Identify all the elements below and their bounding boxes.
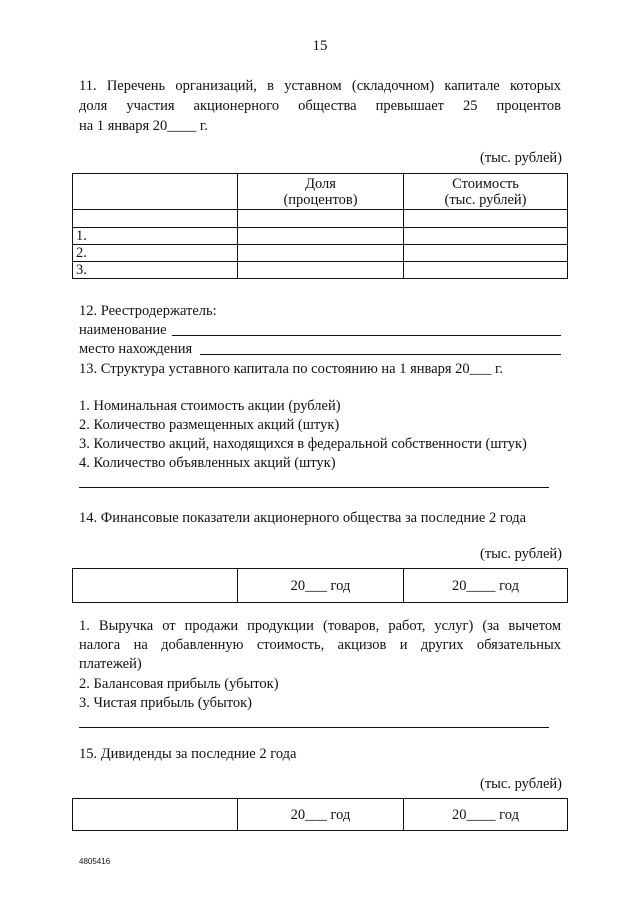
- section-11-unit: (тыс. рублей): [480, 150, 562, 166]
- table-cell: [238, 210, 404, 228]
- dividends-table: [72, 798, 568, 831]
- section-13-item-2: 2. Количество размещенных акций (штук): [79, 417, 340, 433]
- section-15-unit: (тыс. рублей): [480, 776, 562, 792]
- table-row: [73, 210, 568, 228]
- financial-year-2: 20____ год: [404, 569, 568, 603]
- page-number: 15: [312, 38, 328, 54]
- section-14-item-3: 3. Чистая прибыль (убыток): [79, 695, 253, 711]
- header-share-line-2: (процентов): [283, 191, 358, 208]
- section-14-unit: (тыс. рублей): [480, 546, 562, 562]
- dividends-year-1: 20___ год: [238, 799, 404, 831]
- section-13-title: 13. Структура уставного капитала по состоянию на 1 января 20___ г.: [79, 361, 503, 377]
- row-label: 3.: [73, 262, 238, 279]
- row-label: 2.: [73, 245, 238, 262]
- table-header-share: [238, 174, 404, 210]
- section-13-item-3: 3. Количество акций, находящихся в федеральной собственности (штук): [79, 436, 527, 452]
- financial-year-1: 20___ год: [238, 569, 404, 603]
- section-14-title: 14. Финансовые показатели акционерного общества за последние 2 года: [79, 510, 527, 526]
- table-header-row: [73, 174, 568, 210]
- registrar-name-label: наименование: [79, 322, 167, 338]
- registrar-location-line: [200, 354, 561, 355]
- section-14-item-2: 2. Балансовая прибыль (убыток): [79, 676, 279, 692]
- table-cell: [238, 262, 404, 279]
- section-11-line-1: 11. Перечень организаций, в уставном (складочном) капитале которых: [79, 78, 561, 94]
- section-12-title: 12. Реестродержатель:: [79, 303, 217, 319]
- registrar-location-label: место нахождения: [79, 341, 193, 357]
- table-header-cell: [73, 174, 238, 210]
- table-cell: [238, 245, 404, 262]
- table-cell: [404, 228, 568, 245]
- section-13-item-4: 4. Количество объявленных акций (штук): [79, 455, 336, 471]
- section-11-line-3: на 1 января 20____ г.: [79, 118, 208, 134]
- table-row: [73, 569, 568, 603]
- header-value-line-1: Стоимость: [452, 175, 519, 192]
- row-label: 1.: [73, 228, 238, 245]
- table-row: [73, 799, 568, 831]
- section-13-item-1: 1. Номинальная стоимость акции (рублей): [79, 398, 341, 414]
- section-13-rule: [79, 487, 549, 488]
- section-11-line-2: доля участия акционерного общества превышает 25 процентов: [79, 98, 561, 114]
- table-row: [73, 262, 568, 279]
- table-cell: [404, 210, 568, 228]
- table-header-value: [404, 174, 568, 210]
- section-14-item-1-line-3: платежей): [79, 656, 142, 672]
- header-share-line-1: Доля: [305, 175, 336, 192]
- table-cell: [73, 210, 238, 228]
- header-value-line-2: (тыс. рублей): [444, 191, 527, 208]
- table-row: [73, 245, 568, 262]
- financial-table: [72, 568, 568, 603]
- registrar-name-line: [172, 335, 561, 336]
- dividends-year-2: 20____ год: [404, 799, 568, 831]
- section-14-item-1-line-1: 1. Выручка от продажи продукции (товаров, работ, услуг) (за вычетом: [79, 618, 561, 634]
- table-cell: [404, 262, 568, 279]
- table-cell: [73, 569, 238, 603]
- table-cell: [73, 799, 238, 831]
- organizations-table: [72, 173, 568, 279]
- table-cell: [404, 245, 568, 262]
- section-15-title: 15. Дивиденды за последние 2 года: [79, 746, 297, 762]
- document-code: 4805416: [79, 857, 111, 866]
- table-cell: [238, 228, 404, 245]
- table-row: [73, 228, 568, 245]
- section-14-item-1-line-2: налога на добавленную стоимость, акцизов и других обязательных: [79, 637, 561, 653]
- section-14-rule: [79, 727, 549, 728]
